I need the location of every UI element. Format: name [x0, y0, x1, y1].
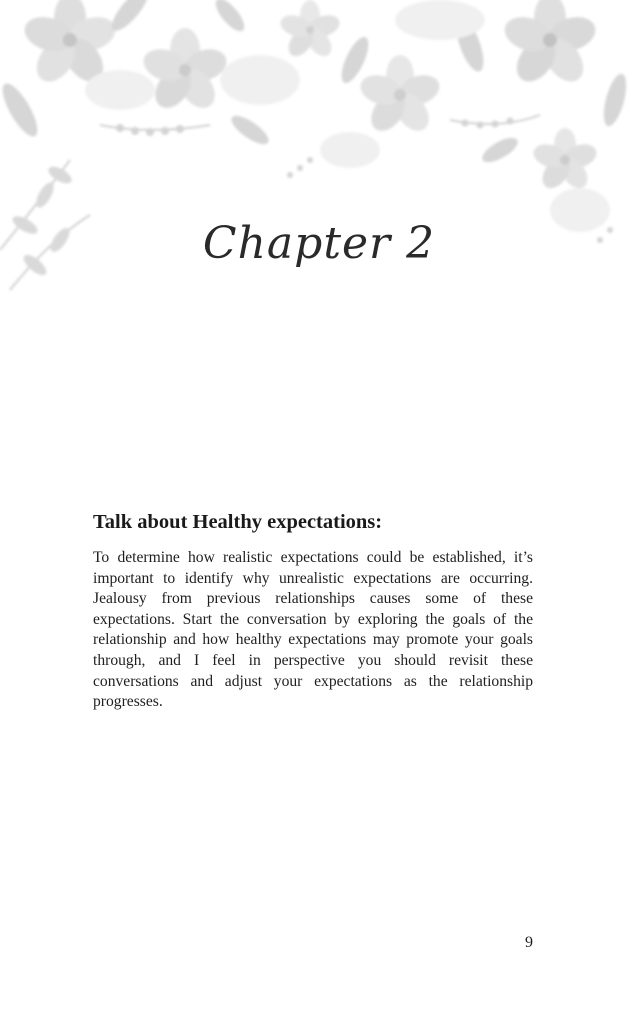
- flower-icon: [139, 28, 230, 115]
- section-heading: Talk about Healthy expectations:: [93, 511, 383, 533]
- chapter-title: Chapter 2: [202, 218, 436, 269]
- flower-icon: [500, 0, 600, 89]
- flower-icon: [357, 55, 444, 137]
- flower-icon: [278, 0, 343, 61]
- flower-icon: [530, 128, 599, 193]
- body-paragraph: To determine how realistic expectations could be established, it’s important to identify why unrealistic expectations are occurring. Jealousy from previous relationships causes some of these expectations. Start the conversation by exploring the goals of the relationship and how healthy expectations may promote your goals through, and I feel in perspective you should revisit these conversations and adjust your expectations as the relationship progresses.: [93, 549, 533, 711]
- page-number: 9: [525, 934, 533, 951]
